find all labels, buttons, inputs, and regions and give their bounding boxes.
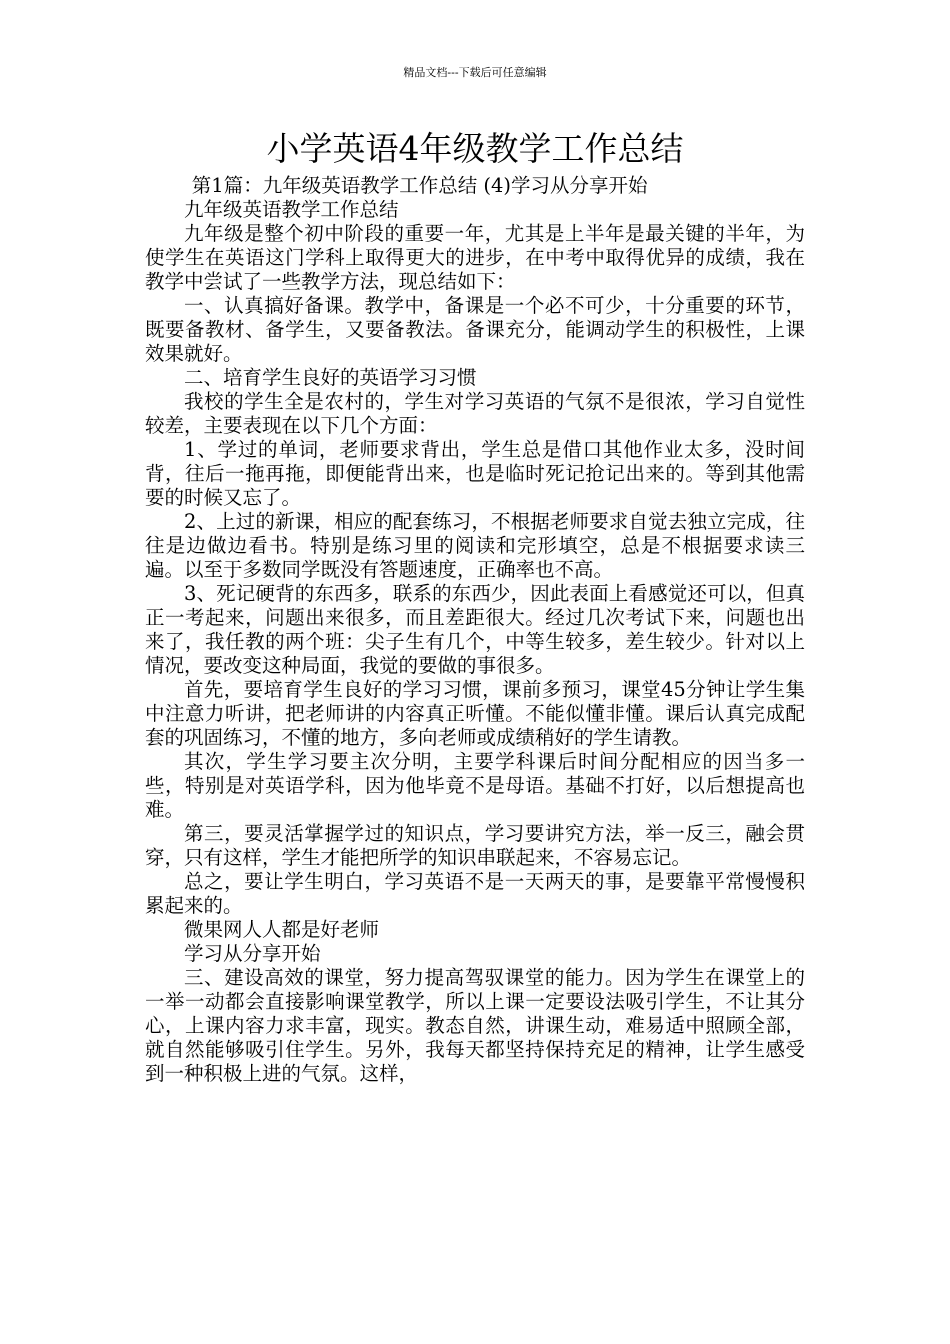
header-note: 精品文档---下载后可任意编辑 — [403, 66, 547, 79]
document-body — [145, 174, 805, 1086]
paragraph: 我校的学生全是农村的，学生对学习英语的气氛不是很浓，学习自觉性较差，主要表现在以下几个方面： — [145, 390, 805, 437]
paragraph: 总之，要让学生明白，学习英语不是一天两天的事，是要靠平常慢慢积累起来的。 — [145, 870, 805, 917]
paragraph: 第三，要灵活掌握学过的知识点，学习要讲究方法，举一反三，融会贯穿，只有这样，学生才能把所学的知识串联起来，不容易忘记。 — [145, 822, 805, 869]
paragraph: 三、建设高效的课堂，努力提高驾驭课堂的能力。因为学生在课堂上的一举一动都会直接影响课堂教学，所以上课一定要设法吸引学生，不让其分心，上课内容力求丰富，现实。教态自然，讲课生动，难易适中照顾全部，就自然能够吸引住学生。另外，我每天都坚持保持充足的精神，让学生感受到一种积极上进的气氛。这样， — [145, 966, 805, 1085]
section-heading: 九年级英语教学工作总结 — [184, 198, 399, 221]
paragraph: 九年级是整个初中阶段的重要一年，尤其是上半年是最关键的半年，为使学生在英语这门学科上取得更大的进步，在中考中取得优异的成绩，我在教学中尝试了一些教学方法，现总结如下： — [145, 222, 805, 293]
paragraph: 首先，要培育学生良好的学习习惯，课前多预习，课堂45分钟让学生集中注意力听讲，把老师讲的内容真正听懂。不能似懂非懂。课后认真完成配套的巩固练习，不懂的地方，多向老师或成绩稍好的学生请教。 — [145, 678, 805, 749]
article-heading: 第1篇：九年级英语教学工作总结 (4)学习从分享开始 — [191, 174, 648, 197]
section-heading: 二、培育学生良好的英语学习习惯 — [184, 366, 477, 389]
paragraph: 1、学过的单词，老师要求背出，学生总是借口其他作业太多，没时间背，往后一拖再拖，即便能背出来，也是临时死记抢记出来的。等到其他需要的时候又忘了。 — [145, 438, 805, 509]
paragraph: 2、上过的新课，相应的配套练习，不根据老师要求自觉去独立完成，往往是边做边看书。特别是练习里的阅读和完形填空，总是不根据要求读三遍。以至于多数同学既没有答题速度，正确率也不高。 — [145, 510, 805, 581]
paragraph: 其次，学生学习要主次分明，主要学科课后时间分配相应的因当多一些，特别是对英语学科，因为他毕竟不是母语。基础不打好，以后想提高也难。 — [145, 750, 805, 821]
paragraph: 3、死记硬背的东西多，联系的东西少，因此表面上看感觉还可以，但真正一考起来，问题出来很多，而且差距很大。经过几次考试下来，问题也出来了，我任教的两个班：尖子生有几个，中等生较多，差生较少。针对以上情况，要改变这种局面，我觉的要做的事很多。 — [145, 582, 805, 677]
paragraph: 微果网人人都是好老师 — [184, 918, 380, 941]
paragraph: 学习从分享开始 — [184, 942, 321, 965]
page-title: 小学英语4年级教学工作总结 — [266, 129, 684, 168]
paragraph: 一、认真搞好备课。教学中，备课是一个必不可少，十分重要的环节，既要备教材、备学生，又要备教法。备课充分，能调动学生的积极性，上课效果就好。 — [145, 294, 805, 365]
